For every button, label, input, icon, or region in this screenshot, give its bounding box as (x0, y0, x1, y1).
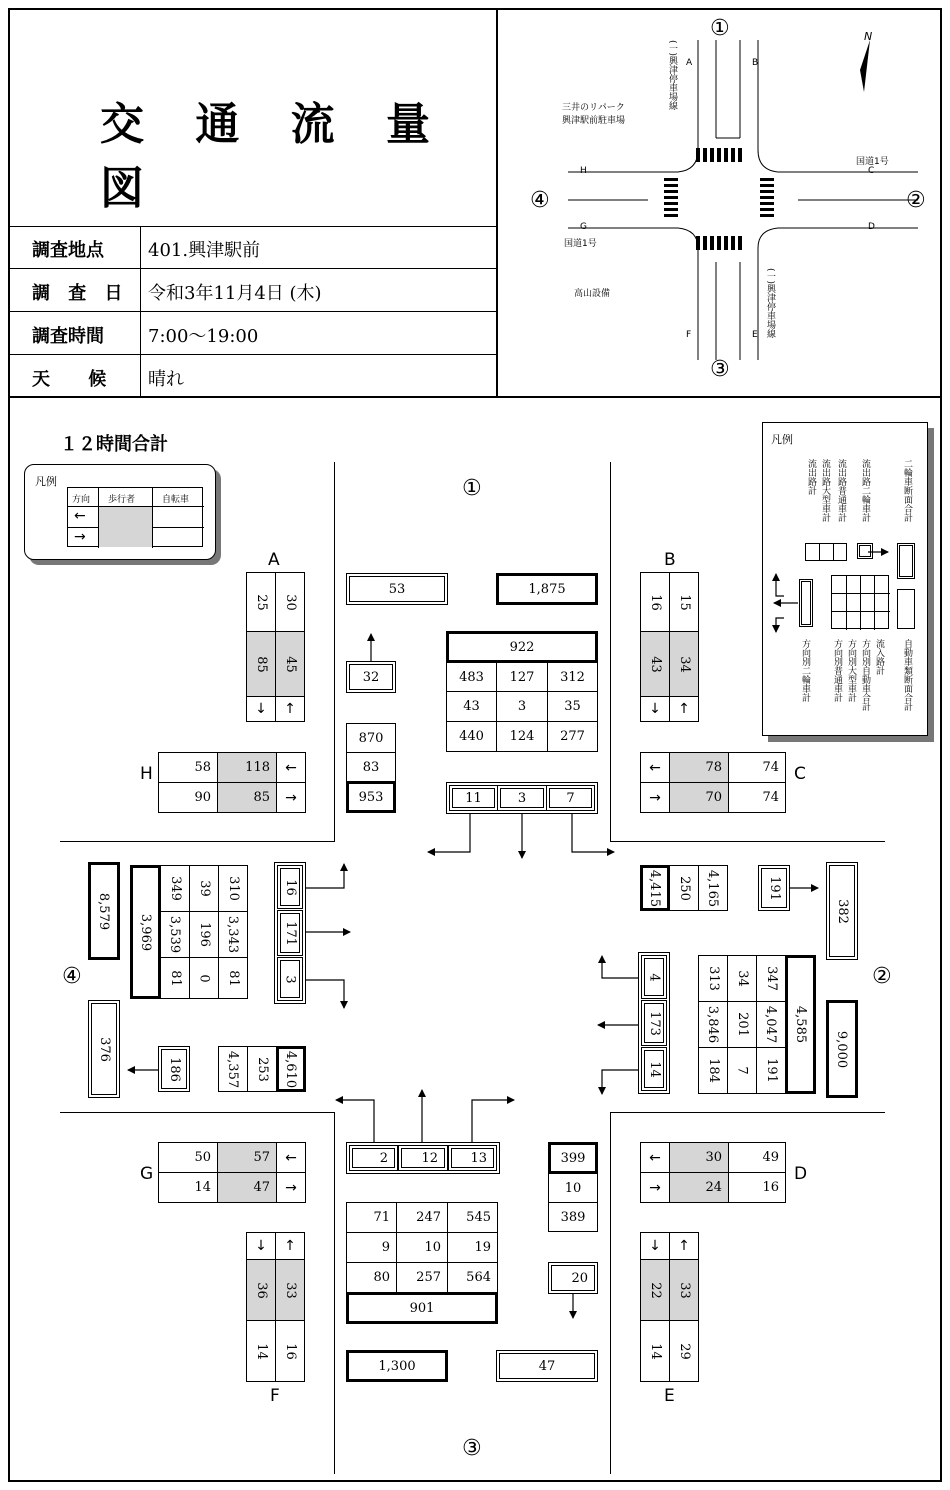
ped-g-bike-right: 14 (158, 1172, 218, 1203)
ped-h-arrow-left: ← (276, 752, 306, 783)
east-grid-cell: 184 (698, 1047, 728, 1094)
crosswalk-letter-h: H (140, 764, 153, 784)
arrow-north-right (428, 814, 470, 852)
map-letter-g: G (580, 222, 587, 232)
west-out-total: 4,610 (276, 1046, 306, 1092)
legend-big-title: 凡例 (771, 433, 793, 446)
crosswalk-letter-g: G (140, 1164, 154, 1184)
map-mark-2: ② (906, 188, 926, 213)
ped-d-bike-right: 16 (728, 1172, 786, 1203)
arrow-west-right (306, 980, 344, 1008)
south-grid-cell: 19 (447, 1232, 498, 1263)
ped-d-ped-right: 24 (669, 1172, 729, 1203)
ped-h-bike-left: 58 (158, 752, 218, 783)
crosswalk-letter-c: C (794, 764, 806, 784)
north-label: N (864, 30, 873, 43)
ped-e-bike-up: 29 (669, 1320, 699, 1382)
ped-d-bike-left: 49 (728, 1142, 786, 1173)
info-value-time: 7:00～19:00 (148, 326, 259, 347)
east-auto-total: 9,000 (826, 1000, 858, 1098)
ped-b-arrow-up: ↑ (669, 696, 699, 722)
legend-arrow-up (776, 574, 784, 596)
map-letter-b: B (752, 58, 759, 68)
info-value-weather: 晴れ (148, 369, 184, 390)
ped-a-bike-up: 30 (275, 572, 305, 632)
map-label-national1-g: 国道1号 (564, 239, 597, 249)
ped-e-arrow-down: ↓ (640, 1232, 670, 1260)
north-grid-cell: 312 (547, 662, 598, 692)
ped-f-arrow-down: ↓ (246, 1232, 276, 1260)
south-out-normal-total: 389 (548, 1202, 598, 1232)
map-mark-4: ④ (530, 188, 550, 213)
approach-mark-north: ① (462, 476, 482, 501)
crosswalk-letter-b: B (664, 550, 676, 570)
legend-small-pedestrian: 歩行者 (108, 495, 136, 505)
arrow-west-left (306, 864, 344, 888)
west-grid-cell: 81 (218, 957, 248, 999)
legend-small-right-arrow: → (74, 529, 86, 545)
ped-b-bike-up: 15 (669, 572, 699, 632)
info-label-weather: 天 候 (32, 369, 123, 390)
east-turn-left-twowheel: 14 (641, 1047, 667, 1091)
north-grid-cell: 43 (446, 691, 497, 722)
ped-f-arrow-up: ↑ (275, 1232, 305, 1260)
legend-bottom-0: 方向別二輪車計 (800, 639, 810, 702)
east-grid-cell: 34 (727, 955, 757, 1002)
west-turn-straight-twowheel: 171 (277, 910, 303, 956)
east-twowheel-total: 382 (826, 862, 858, 960)
ped-b-ped-down: 43 (640, 631, 670, 697)
west-grid-cell: 3,343 (218, 911, 248, 958)
north-turn-left-twowheel: 7 (546, 785, 595, 811)
ped-g-ped-right: 47 (217, 1172, 277, 1203)
approach-mark-west: ④ (62, 964, 82, 989)
info-value-date: 令和3年11月4日 (木) (148, 283, 322, 304)
ped-e-ped-down: 22 (640, 1259, 670, 1321)
north-grid-cell: 277 (547, 721, 598, 752)
west-grid-cell: 81 (160, 957, 190, 999)
north-grid-cell: 483 (446, 662, 497, 692)
east-grid-cell: 7 (727, 1047, 757, 1094)
north-out-total: 953 (346, 781, 396, 813)
crosswalk-letter-d: D (794, 1164, 808, 1184)
legend-small-bicycle: 自転車 (162, 495, 190, 505)
map-label-okitsu-right: (一)興津停車場線 (765, 268, 775, 339)
ped-b-arrow-down: ↓ (640, 696, 670, 722)
north-out-large-total: 83 (346, 752, 396, 782)
crosswalk-letter-f: F (270, 1386, 280, 1406)
crosswalk-letter-a: A (268, 550, 280, 570)
east-turn-right-twowheel: 4 (641, 955, 667, 999)
legend-top-0: 流出路計 (806, 459, 816, 495)
ped-e-ped-up: 33 (669, 1259, 699, 1321)
ped-e-arrow-up: ↑ (669, 1232, 699, 1260)
map-letter-h: H (580, 166, 587, 176)
legend-arrow-down (776, 618, 784, 632)
ped-h-bike-right: 90 (158, 782, 218, 813)
info-label-time: 調査時間 (32, 326, 104, 347)
ped-f-bike-up: 16 (275, 1320, 305, 1382)
north-auto-total: 1,875 (496, 573, 598, 605)
north-out-normal-total: 870 (346, 723, 396, 753)
map-letter-e: E (752, 330, 758, 340)
ped-c-arrow-right: → (640, 782, 670, 813)
west-grid-cell: 39 (189, 865, 219, 912)
north-twowheel-total: 53 (346, 573, 448, 605)
ped-f-ped-down: 36 (246, 1259, 276, 1321)
north-grid-cell: 127 (496, 662, 548, 692)
crosswalk-letter-e: E (664, 1386, 675, 1406)
map-mark-1: ① (710, 16, 730, 41)
east-grid-cell: 3,846 (698, 1001, 728, 1048)
west-out-normal-total: 4,357 (218, 1046, 248, 1092)
legend-bottom-2: 方向別大型車計 (846, 639, 856, 702)
west-grid-cell: 196 (189, 911, 219, 958)
map-label-okitsu-left: (一)興津停車場線 (667, 40, 677, 111)
ped-c-arrow-left: ← (640, 752, 670, 783)
east-out-normal-total: 4,165 (698, 865, 728, 911)
page-title: 交 通 流 量 図 (100, 99, 448, 214)
west-twowheel-total: 376 (88, 1000, 120, 1098)
legend-bottom-4: 流入路計 (874, 639, 884, 675)
east-out-total: 4,415 (640, 865, 670, 911)
south-out-large-total: 10 (548, 1173, 598, 1203)
approach-mark-south: ③ (462, 1436, 482, 1461)
north-grid-cell: 124 (496, 721, 548, 752)
south-grid-cell: 9 (346, 1232, 397, 1263)
west-grid-cell: 349 (160, 865, 190, 912)
map-label-takayama: 高山設備 (574, 289, 611, 299)
ped-g-arrow-right: → (276, 1172, 306, 1203)
ped-h-ped-left: 118 (217, 752, 277, 783)
east-grid-cell: 347 (756, 955, 786, 1002)
south-grid-cell: 10 (396, 1232, 448, 1263)
south-grid-cell: 71 (346, 1202, 397, 1233)
ped-g-bike-left: 50 (158, 1142, 218, 1173)
north-in-total: 922 (446, 631, 598, 663)
ped-a-ped-down: 85 (246, 631, 276, 697)
east-in-total: 4,585 (785, 955, 816, 1094)
ped-f-bike-down: 14 (246, 1320, 276, 1382)
ped-c-ped-left: 78 (669, 752, 729, 783)
info-label-location: 調査地点 (32, 240, 104, 261)
west-turn-right-twowheel: 3 (277, 957, 303, 1001)
section-title: １２時間合計 (60, 434, 168, 455)
ped-h-arrow-right: → (276, 782, 306, 813)
arrow-east-right (602, 956, 638, 978)
info-value-location: 401.興津駅前 (148, 240, 261, 261)
legend-small-direction: 方向 (72, 495, 91, 505)
map-letter-c: C (868, 166, 875, 176)
map-letter-a: A (686, 58, 693, 68)
map-mark-3: ③ (710, 357, 730, 382)
arrow-north-left (572, 814, 614, 852)
south-out-total: 399 (548, 1142, 598, 1174)
legend-top-2: 流出路普通車計 (836, 459, 846, 522)
south-in-total: 901 (346, 1292, 498, 1324)
west-grid-cell: 3,539 (160, 911, 190, 958)
ped-d-arrow-right: → (640, 1172, 670, 1203)
map-letter-f: F (686, 330, 692, 340)
south-grid-cell: 545 (447, 1202, 498, 1233)
arrow-south-right (472, 1100, 514, 1142)
north-grid-cell: 440 (446, 721, 497, 752)
south-auto-total: 1,300 (346, 1350, 448, 1382)
south-turn-straight-twowheel: 12 (398, 1145, 448, 1171)
ped-a-arrow-up: ↑ (275, 696, 305, 722)
ped-g-arrow-left: ← (276, 1142, 306, 1173)
ped-g-ped-left: 57 (217, 1142, 277, 1173)
arrow-east-left (602, 1070, 638, 1094)
legend-small-title: 凡例 (35, 475, 57, 488)
east-grid-cell: 313 (698, 955, 728, 1002)
ped-b-ped-up: 34 (669, 631, 699, 697)
north-turn-right-twowheel: 11 (449, 785, 498, 811)
west-out-large-total: 253 (247, 1046, 277, 1092)
west-grid-cell: 310 (218, 865, 248, 912)
west-out-twowheel: 186 (158, 1046, 190, 1092)
north-out-twowheel: 32 (346, 661, 396, 693)
south-grid-cell: 564 (447, 1262, 498, 1293)
east-turn-straight-twowheel: 173 (641, 1000, 667, 1046)
south-grid-cell: 80 (346, 1262, 397, 1293)
west-in-total: 3,969 (130, 865, 161, 999)
ped-c-bike-right: 74 (728, 782, 786, 813)
arrow-south-left (336, 1100, 374, 1142)
ped-a-ped-up: 45 (275, 631, 305, 697)
south-out-twowheel: 20 (548, 1262, 598, 1294)
east-grid-cell: 191 (756, 1047, 786, 1094)
north-grid-cell: 3 (496, 691, 548, 722)
east-out-twowheel: 191 (758, 865, 790, 911)
ped-h-ped-right: 85 (217, 782, 277, 813)
legend-top-4: 二輪車断面合計 (902, 459, 912, 522)
legend-bottom-5: 自動車類断面合計 (902, 639, 912, 711)
ped-e-bike-down: 14 (640, 1320, 670, 1382)
map-label-parking: 三井のリパーク 興津駅前駐車場 (562, 103, 626, 126)
north-grid-cell: 35 (547, 691, 598, 722)
ped-b-bike-down: 16 (640, 572, 670, 632)
legend-bottom-3: 方向別自動車合計 (860, 639, 870, 711)
legend-top-3: 流出路二輪車計 (860, 459, 870, 522)
ped-a-arrow-down: ↓ (246, 696, 276, 722)
south-turn-left-twowheel: 2 (349, 1145, 398, 1171)
legend-bottom-1: 方向別普通車計 (832, 639, 842, 702)
west-auto-total: 8,579 (88, 862, 120, 960)
map-letter-d: D (868, 222, 875, 232)
map-label-national1-c: 国道1号 (856, 157, 889, 167)
ped-c-bike-left: 74 (728, 752, 786, 783)
ped-f-ped-up: 33 (275, 1259, 305, 1321)
ped-a-bike-down: 25 (246, 572, 276, 632)
approach-mark-east: ② (872, 964, 892, 989)
south-turn-right-twowheel: 13 (448, 1145, 497, 1171)
legend-top-1: 流出路大型車計 (820, 459, 830, 522)
west-grid-cell: 0 (189, 957, 219, 999)
south-twowheel-total: 47 (496, 1350, 598, 1382)
west-turn-left-twowheel: 16 (277, 865, 303, 909)
east-out-large-total: 250 (669, 865, 699, 911)
legend-small-left-arrow: ← (74, 508, 86, 524)
south-grid-cell: 247 (396, 1202, 448, 1233)
east-grid-cell: 201 (727, 1001, 757, 1048)
ped-d-arrow-left: ← (640, 1142, 670, 1173)
ped-d-ped-left: 30 (669, 1142, 729, 1173)
south-grid-cell: 257 (396, 1262, 448, 1293)
info-label-date: 調 査 日 (32, 283, 129, 304)
north-turn-straight-twowheel: 3 (497, 785, 547, 811)
ped-c-ped-right: 70 (669, 782, 729, 813)
east-grid-cell: 4,047 (756, 1001, 786, 1048)
